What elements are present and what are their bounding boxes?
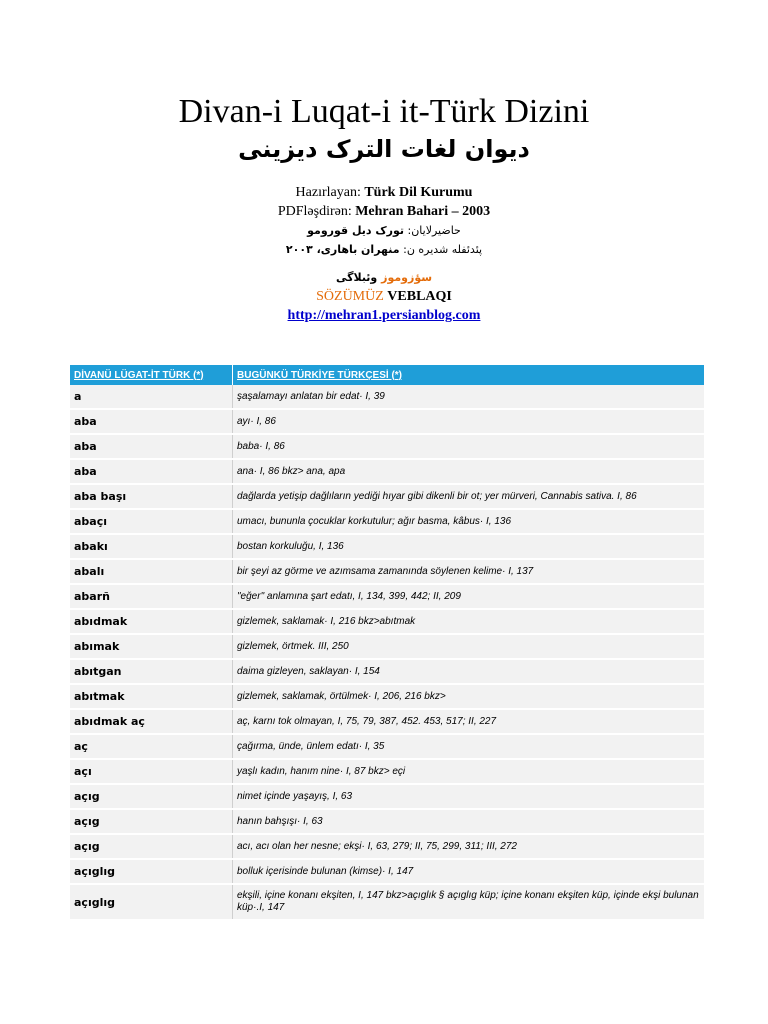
headword-cell: açıglıg (70, 884, 233, 920)
pdf-label: PDFləşdirən: (277, 204, 352, 219)
headword-cell: açı (70, 759, 233, 784)
brand (0, 268, 768, 325)
definition-cell: nimet içinde yaşayış, I, 63 (233, 784, 705, 809)
table-row (70, 609, 704, 634)
table-row (70, 659, 704, 684)
table-row (70, 434, 704, 459)
definition-cell: dağlarda yetişip dağlıların yediği hıyar gibi dikenli bir ot; yer mürveri, Cannabis sativa. I, 86 (233, 484, 705, 509)
pdf-author: Mehran Bahari – 2003 (355, 204, 491, 219)
table-row (70, 484, 704, 509)
table-body (70, 385, 704, 920)
definition-cell: ana· I, 86 bkz> ana, apa (233, 459, 705, 484)
table-row (70, 684, 704, 709)
preparer-line (0, 183, 768, 202)
definition-cell: bir şeyi az görme ve azımsama zamanında söylenen kelime· I, 137 (233, 559, 705, 584)
definition-cell: gizlemek, saklamak· I, 216 bkz>abıtmak (233, 609, 705, 634)
definition-cell: gizlemek, örtmek. III, 250 (233, 634, 705, 659)
headword-cell: abımak (70, 634, 233, 659)
table-row (70, 584, 704, 609)
headword-cell: a (70, 385, 233, 409)
definition-cell: çağırma, ünde, ünlem edatı· I, 35 (233, 734, 705, 759)
definition-cell: umacı, bununla çocuklar korkutulur; ağır basma, kâbus· I, 136 (233, 509, 705, 534)
definition-cell: "eğer" anlamına şart edatı, I, 134, 399, 442; II, 209 (233, 584, 705, 609)
pdf-line (0, 202, 768, 221)
headword-cell: abıtgan (70, 659, 233, 684)
headword-cell: açıg (70, 784, 233, 809)
pdf-line-arabic (0, 240, 768, 259)
table-row (70, 734, 704, 759)
headword-cell: aç (70, 734, 233, 759)
table-row (70, 559, 704, 584)
definition-cell: hanın bahşışı· I, 63 (233, 809, 705, 834)
preparer-line-arabic (0, 221, 768, 240)
table-row (70, 809, 704, 834)
headword-cell: açıglıg (70, 859, 233, 884)
headword-cell: abıdmak (70, 609, 233, 634)
brand-latin-orange: SÖZÜMÜZ (316, 289, 384, 304)
blog-link[interactable]: http://mehran1.persianblog.com (287, 308, 481, 323)
table-row (70, 385, 704, 409)
column-header-old-turkic[interactable]: DİVANÜ LÜGAT-İT TÜRK (*) (70, 365, 233, 385)
headword-cell: abakı (70, 534, 233, 559)
definition-cell: yaşlı kadın, hanım nine· I, 87 bkz> eçi (233, 759, 705, 784)
definition-cell: bolluk içerisinde bulunan (kimse)· I, 147 (233, 859, 705, 884)
definition-cell: daima gizleyen, saklayan· I, 154 (233, 659, 705, 684)
definition-cell: bostan korkuluğu, I, 136 (233, 534, 705, 559)
table-row (70, 509, 704, 534)
table-row (70, 459, 704, 484)
headword-cell: abalı (70, 559, 233, 584)
headword-cell: abıdmak aç (70, 709, 233, 734)
column-header-modern-turkish[interactable]: BUGÜNKÜ TÜRKİYE TÜRKÇESİ (*) (233, 365, 705, 385)
table-row (70, 534, 704, 559)
preparer-name: Türk Dil Kurumu (364, 185, 473, 200)
preparer-label-arabic: حاضیرلایان: (407, 224, 461, 237)
preparer-name-arabic: تورک دیل قورومو (307, 224, 404, 237)
definition-cell: şaşalamayı anlatan bir edat· I, 39 (233, 385, 705, 409)
dictionary-table (70, 365, 704, 921)
table-row (70, 784, 704, 809)
brand-arabic-black: وئبلاگی (335, 271, 378, 284)
table-header-row (70, 365, 704, 385)
definition-cell: aç, karnı tok olmayan, I, 75, 79, 387, 452. 453, 517; II, 227 (233, 709, 705, 734)
brand-arabic (0, 268, 768, 287)
definition-cell: baba· I, 86 (233, 434, 705, 459)
preparer-label: Hazırlayan: (295, 185, 361, 200)
headword-cell: abaçı (70, 509, 233, 534)
definition-cell: gizlemek, saklamak, örtülmek· I, 206, 216 bkz> (233, 684, 705, 709)
table-row (70, 409, 704, 434)
headword-cell: abarñ (70, 584, 233, 609)
table-row (70, 834, 704, 859)
brand-latin (0, 287, 768, 306)
pdf-author-arabic: منهران باهاری، ۲۰۰۳ (285, 243, 400, 256)
headword-cell: aba (70, 459, 233, 484)
definition-cell: acı, acı olan her nesne; ekşi· I, 63, 279; II, 75, 299, 311; III, 272 (233, 834, 705, 859)
table-row (70, 859, 704, 884)
brand-latin-black: VEBLAQI (387, 289, 452, 304)
headword-cell: açıg (70, 809, 233, 834)
headword-cell: açıg (70, 834, 233, 859)
headword-cell: aba (70, 434, 233, 459)
headword-cell: abıtmak (70, 684, 233, 709)
page-title-arabic: دیوان لغات الترک دیزینی (238, 135, 530, 163)
brand-arabic-orange: سؤزوموز (381, 271, 433, 284)
headword-cell: aba (70, 409, 233, 434)
credits (0, 183, 768, 259)
headword-cell: aba başı (70, 484, 233, 509)
table-row (70, 759, 704, 784)
definition-cell: ayı· I, 86 (233, 409, 705, 434)
table-row (70, 709, 704, 734)
table-row (70, 634, 704, 659)
definition-cell: ekşili, içine konanı ekşiten, I, 147 bkz>açıglık § açıglıg küp; içine konanı ekşiten küp, içinde ekşi bulunan küp·.I, 147 (233, 884, 705, 920)
pdf-label-arabic: پئدئفله شدیره ن: (403, 243, 483, 256)
page-title: Divan-i Luqat-i it-Türk Dizini (178, 93, 590, 130)
table-row (70, 884, 704, 920)
